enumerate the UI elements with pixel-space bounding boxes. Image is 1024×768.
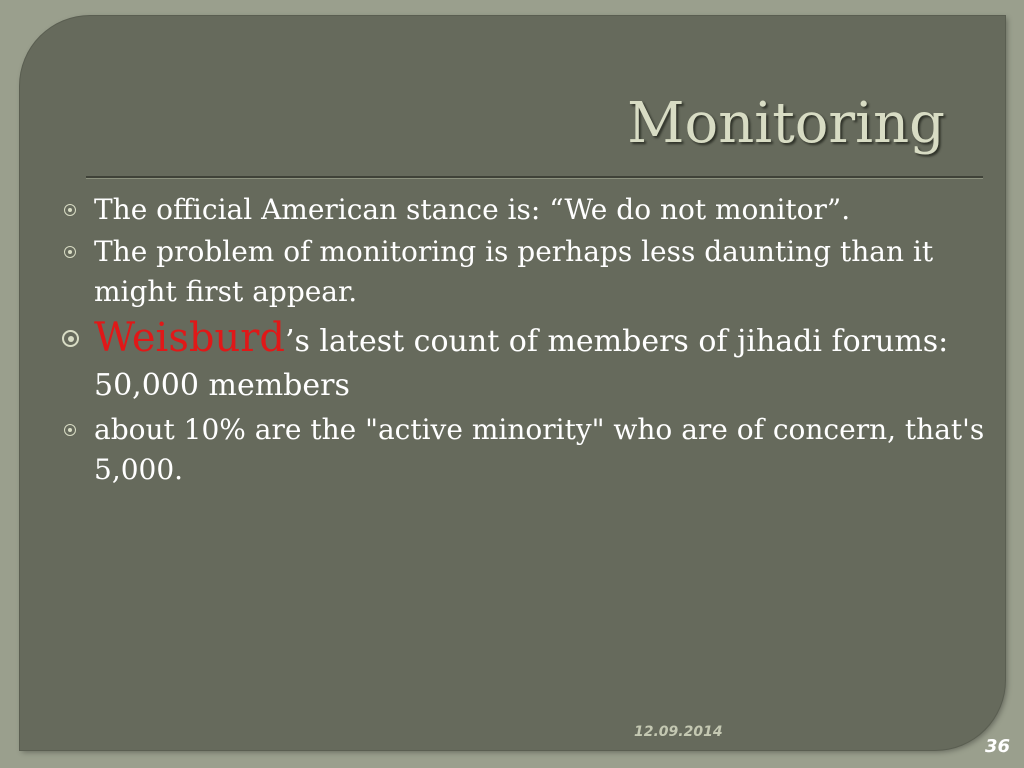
bullet-circle-icon: [64, 246, 76, 258]
bullet-text: ’s latest count of members of jihadi forums: 50,000 members: [94, 324, 949, 403]
footer-date: 12.09.2014: [634, 724, 723, 740]
bullet-text: The official American stance is: “We do not monitor”.: [94, 193, 851, 226]
bullet-circle-icon: [64, 204, 76, 216]
bullet-circle-icon: [62, 330, 79, 347]
bullet-item: [62, 410, 992, 490]
bullet-circle-icon: [64, 424, 76, 436]
bullet-item: [62, 232, 992, 312]
bullet-text: about 10% are the "active minority" who are of concern, that's 5,000.: [94, 413, 985, 486]
bullet-list: [62, 190, 992, 492]
slide-title: Monitoring: [627, 91, 945, 156]
page-number: 36: [984, 736, 1010, 757]
title-divider: [86, 176, 983, 179]
bullet-item: [62, 316, 992, 408]
bullet-text: The problem of monitoring is perhaps less daunting than it might first appear.: [94, 235, 934, 308]
highlighted-name: Weisburd: [94, 315, 285, 361]
bullet-item: [62, 190, 992, 230]
